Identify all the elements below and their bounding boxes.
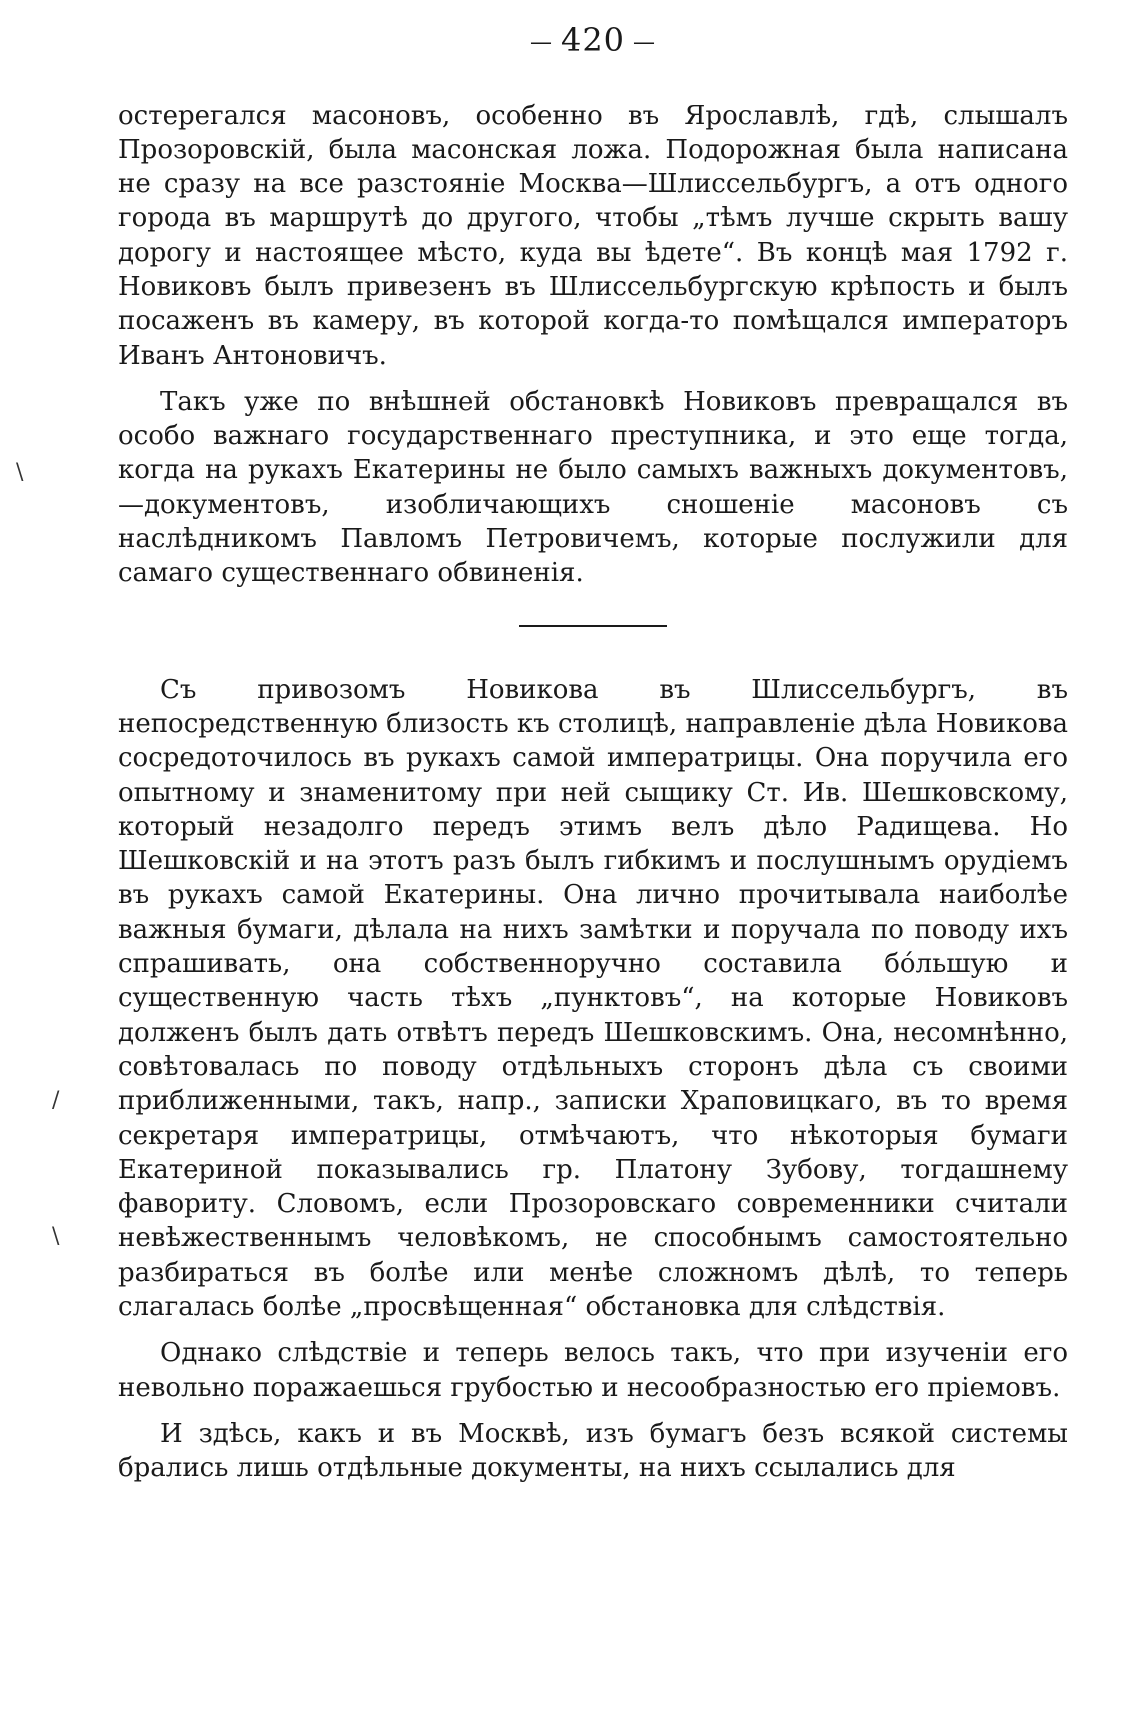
book-page [118, 20, 1068, 1485]
header-dash-left: — [529, 29, 553, 55]
section-separator [519, 625, 667, 627]
paragraph-continuation: остерегался масоновъ, особенно въ Ярославлѣ, гдѣ, слышалъ Прозоровскій, была масонская ложа. Подорожная была написана не сразу на все разстояніе Москва—Шлиссельбургъ, а отъ одного города въ маршрутѣ до другого, чтобы „тѣмъ лучше скрыть вашу дорогу и настоящее мѣсто, куда вы ѣдете“. Въ концѣ мая 1792 г. Новиковъ былъ привезенъ въ Шлиссельбургскую крѣпость и былъ посаженъ въ камеру, въ которой когда-то помѣщался императоръ Иванъ Антоновичъ. [118, 100, 1068, 371]
margin-tick-mark: \ [16, 460, 24, 485]
margin-tick-mark: \ [52, 1224, 60, 1249]
page-number: 420 [560, 21, 626, 59]
margin-tick-mark: / [52, 1088, 60, 1113]
paragraph: И здѣсь, какъ и въ Москвѣ, изъ бумагъ безъ всякой системы брались лишь отдѣльные документы, на нихъ ссылались для [118, 1418, 1068, 1484]
paragraph: Такъ уже по внѣшней обстановкѣ Новиковъ превращался въ особо важнаго государственнаго преступника, и это еще тогда, когда на рукахъ Екатерины не было самыхъ важныхъ документовъ,—документовъ, изобличающихъ сношеніе масоновъ съ наслѣдникомъ Павломъ Петровичемъ, которые послужили для самаго существеннаго обвиненія. [118, 386, 1068, 589]
header-dash-right: — [633, 29, 657, 55]
page-number-header [118, 20, 1068, 63]
paragraph: Однако слѣдствіе и теперь велось такъ, что при изученіи его невольно поражаешься грубостью и несообразностью его пріемовъ. [118, 1338, 1068, 1403]
paragraph: Съ привозомъ Новикова въ Шлиссельбургъ, въ непосредственную близость къ столицѣ, направленіе дѣла Новикова сосредоточилось въ рукахъ самой императрицы. Она поручила его опытному и знаменитому при ней сыщику Ст. Ив. Шешковскому, который незадолго передъ этимъ велъ дѣло Радищева. Но Шешковскій и на этотъ разъ былъ гибкимъ и послушнымъ орудіемъ въ рукахъ самой Екатерины. Она лично прочитывала наиболѣе важныя бумаги, дѣлала на нихъ замѣтки и поручала по поводу ихъ спрашивать, она собственноручно составила бо́льшую и существенную часть тѣхъ „пунктовъ“, на которые Новиковъ долженъ былъ дать отвѣтъ передъ Шешковскимъ. Она, несомнѣнно, совѣтовалась по поводу отдѣльныхъ сторонъ дѣла съ своими приближенными, такъ, напр., записки Храповицкаго, въ то время секретаря императрицы, отмѣчаютъ, что нѣкоторыя бумаги Екатериной показывались гр. Платону Зубову, тогдашнему фавориту. Словомъ, если Прозоровскаго современники считали невѣжественнымъ человѣкомъ, не способнымъ самостоятельно разбираться въ болѣе или менѣе сложномъ дѣлѣ, то теперь слагалась болѣе „просвѣщенная“ обстановка для слѣдствія. [118, 674, 1068, 1322]
